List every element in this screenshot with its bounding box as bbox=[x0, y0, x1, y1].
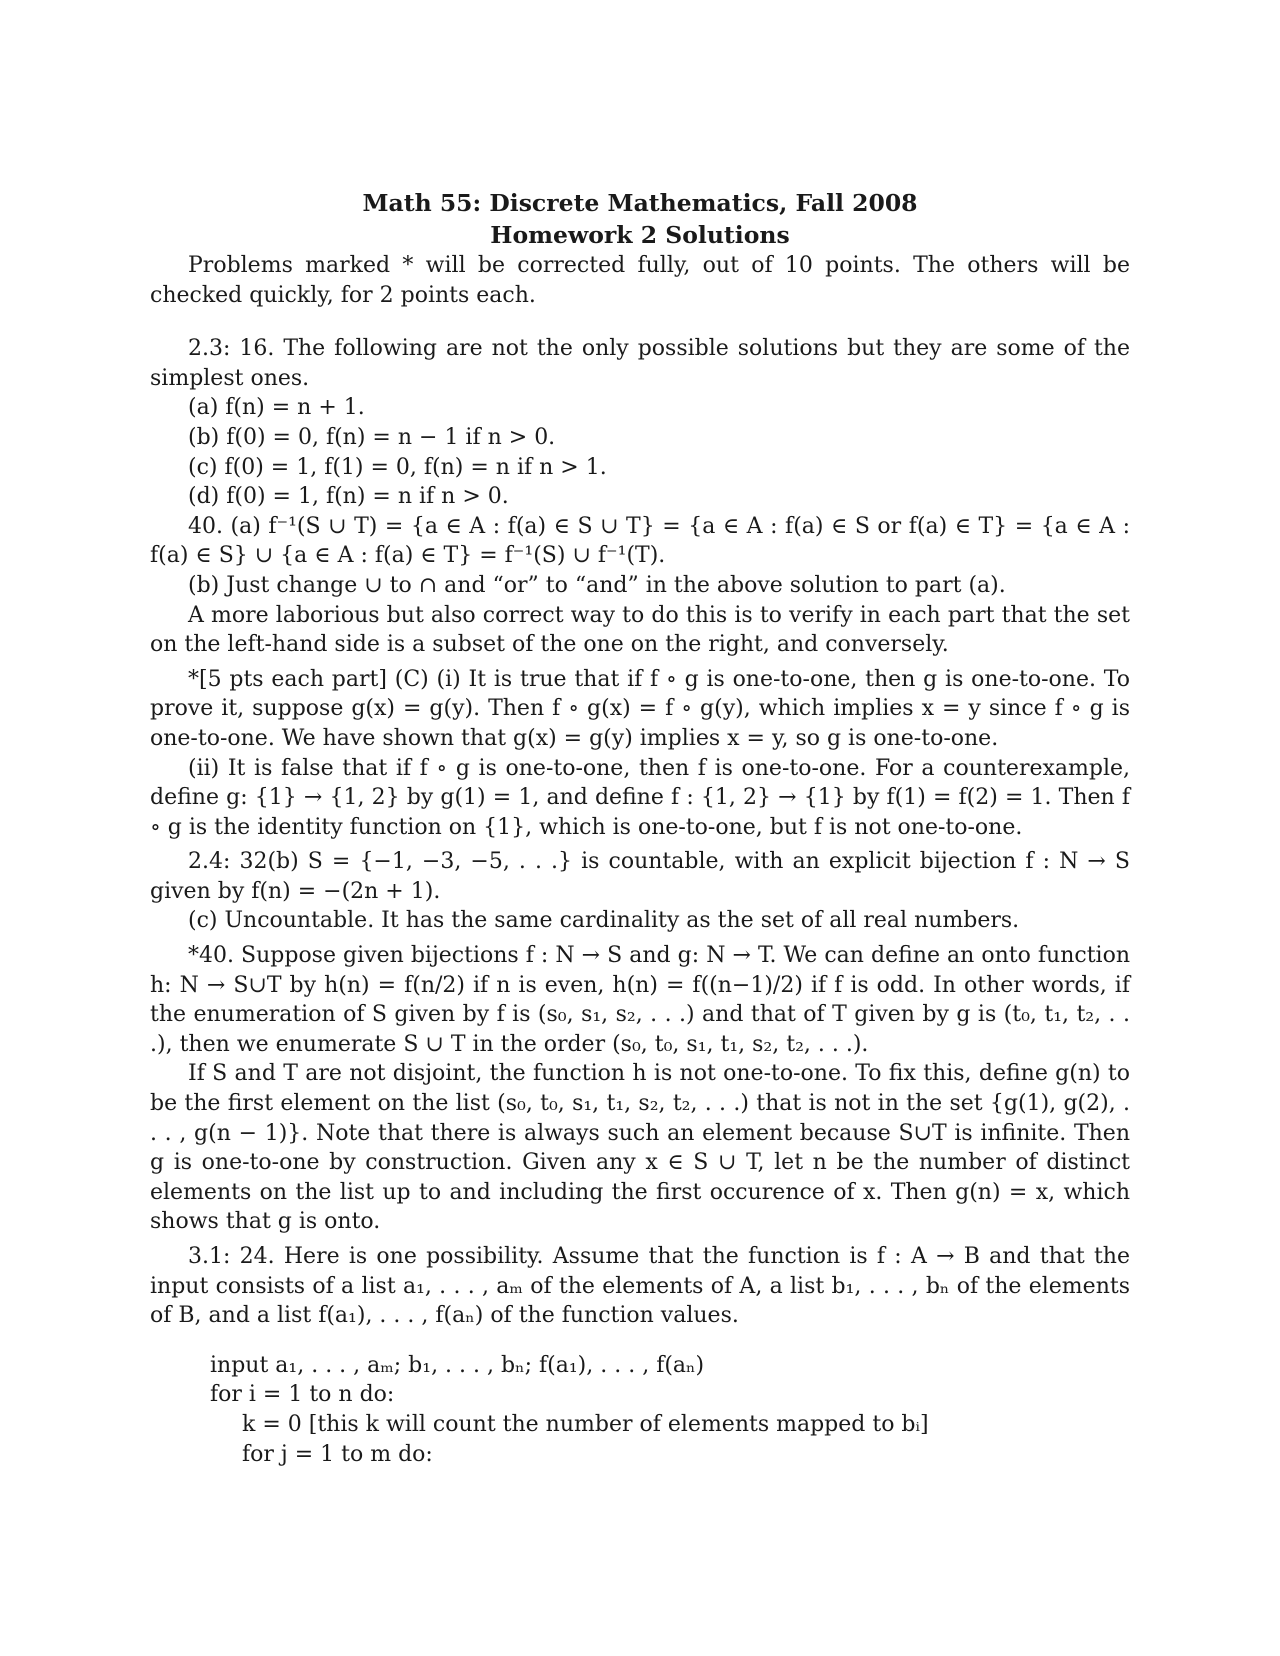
algorithm-line-2: for i = 1 to n do: bbox=[210, 1382, 395, 1408]
problem-c-part-ii: (ii) It is false that if f ∘ g is one-to-one, then f is one-to-one. For a counterexample, define g: {1} → {1, 2} by g(1) = 1, and define f : {1, 2} → {1} by f(1) = f(2) = 1. Then f ∘ g is the identity function on {1}, which is one-to-one, but f is not one-to-one. bbox=[150, 755, 1130, 840]
section-2-3-problem-16: 2.3: 16. The following are not the only possible solutions but they are some of the simplest ones. bbox=[150, 336, 1130, 391]
document-title bbox=[150, 188, 1130, 251]
problem-40-star-continued: If S and T are not disjoint, the function h is not one-to-one. To fix this, define g(n) to be the first element on the list (s₀, t₀, s₁, t₁, s₂, t₂, . . .) that is not in the set {g(1), g(2), . . . , g(n − 1)}. Note that there is always such an element because S∪T is infinite. Then g is one-to-one by construction. Given any x ∈ S ∪ T, let n be the number of distinct elements on the list up to and including the first occurence of x. Then g(n) = x, which shows that g is onto. bbox=[150, 1061, 1130, 1235]
document-page bbox=[150, 0, 1130, 1469]
algorithm-block bbox=[150, 1351, 1130, 1469]
problem-40b: (b) Just change ∪ to ∩ and “or” to “and” in the above solution to part (a). bbox=[188, 572, 1006, 598]
answer-16c: (c) f(0) = 1, f(1) = 0, f(n) = n if n > 1. bbox=[188, 454, 607, 480]
algorithm-line-3: k = 0 [this k will count the number of elements mapped to bᵢ] bbox=[242, 1411, 929, 1437]
algorithm-line-1: input a₁, . . . , aₘ; b₁, . . . , bₙ; f(a₁), . . . , f(aₙ) bbox=[210, 1352, 705, 1378]
section-2-4-problem-32b: 2.4: 32(b) S = {−1, −3, −5, . . .} is countable, with an explicit bijection f : N → S given by f(n) = −(2n + 1). bbox=[150, 849, 1130, 904]
problem-40-star: *40. Suppose given bijections f : N → S and g: N → T. We can define an onto function h: N → S∪T by h(n) = f(n/2) if n is even, h(n) = f((n−1)/2) if f is odd. In other words, if the enumeration of S given by f is (s₀, s₁, s₂, . . .) and that of T given by g is (t₀, t₁, t₂, . . .), then we enumerate S ∪ T in the order (s₀, t₀, s₁, t₁, s₂, t₂, . . .). bbox=[150, 943, 1130, 1057]
problem-c-part-i: *[5 pts each part] (C) (i) It is true that if f ∘ g is one-to-one, then g is one-to-one. To prove it, suppose g(x) = g(y). Then f ∘ g(x) = f ∘ g(y), which implies x = y since f ∘ g is one-to-one. We have shown that g(x) = g(y) implies x = y, so g is one-to-one. bbox=[150, 666, 1130, 751]
title-line-2: Homework 2 Solutions bbox=[490, 220, 790, 249]
title-line-1: Math 55: Discrete Mathematics, Fall 2008 bbox=[362, 189, 918, 217]
intro-paragraph: Problems marked * will be corrected fully, out of 10 points. The others will be checked quickly, for 2 points each. bbox=[150, 253, 1130, 308]
section-3-1-problem-24: 3.1: 24. Here is one possibility. Assume that the function is f : A → B and that the input consists of a list a₁, . . . , aₘ of the elements of A, a list b₁, . . . , bₙ of the elements of B, and a list f(a₁), . . . , f(aₙ) of the function values. bbox=[150, 1244, 1130, 1329]
answer-16d: (d) f(0) = 1, f(n) = n if n > 0. bbox=[188, 484, 509, 510]
problem-32c: (c) Uncountable. It has the same cardinality as the set of all real numbers. bbox=[188, 908, 1020, 934]
problem-40a: 40. (a) f⁻¹(S ∪ T) = {a ∈ A : f(a) ∈ S ∪ T} = {a ∈ A : f(a) ∈ S or f(a) ∈ T} = {a ∈ A : f(a) ∈ S} ∪ {a ∈ A : f(a) ∈ T} = f⁻¹(S) ∪ f⁻¹(T). bbox=[150, 513, 1130, 569]
problem-40-note: A more laborious but also correct way to do this is to verify in each part that the set on the left-hand side is a subset of the one on the right, and conversely. bbox=[150, 602, 1130, 658]
answer-16a: (a) f(n) = n + 1. bbox=[188, 395, 365, 421]
answer-16b: (b) f(0) = 0, f(n) = n − 1 if n > 0. bbox=[188, 424, 556, 450]
algorithm-line-4: for j = 1 to m do: bbox=[242, 1441, 433, 1467]
